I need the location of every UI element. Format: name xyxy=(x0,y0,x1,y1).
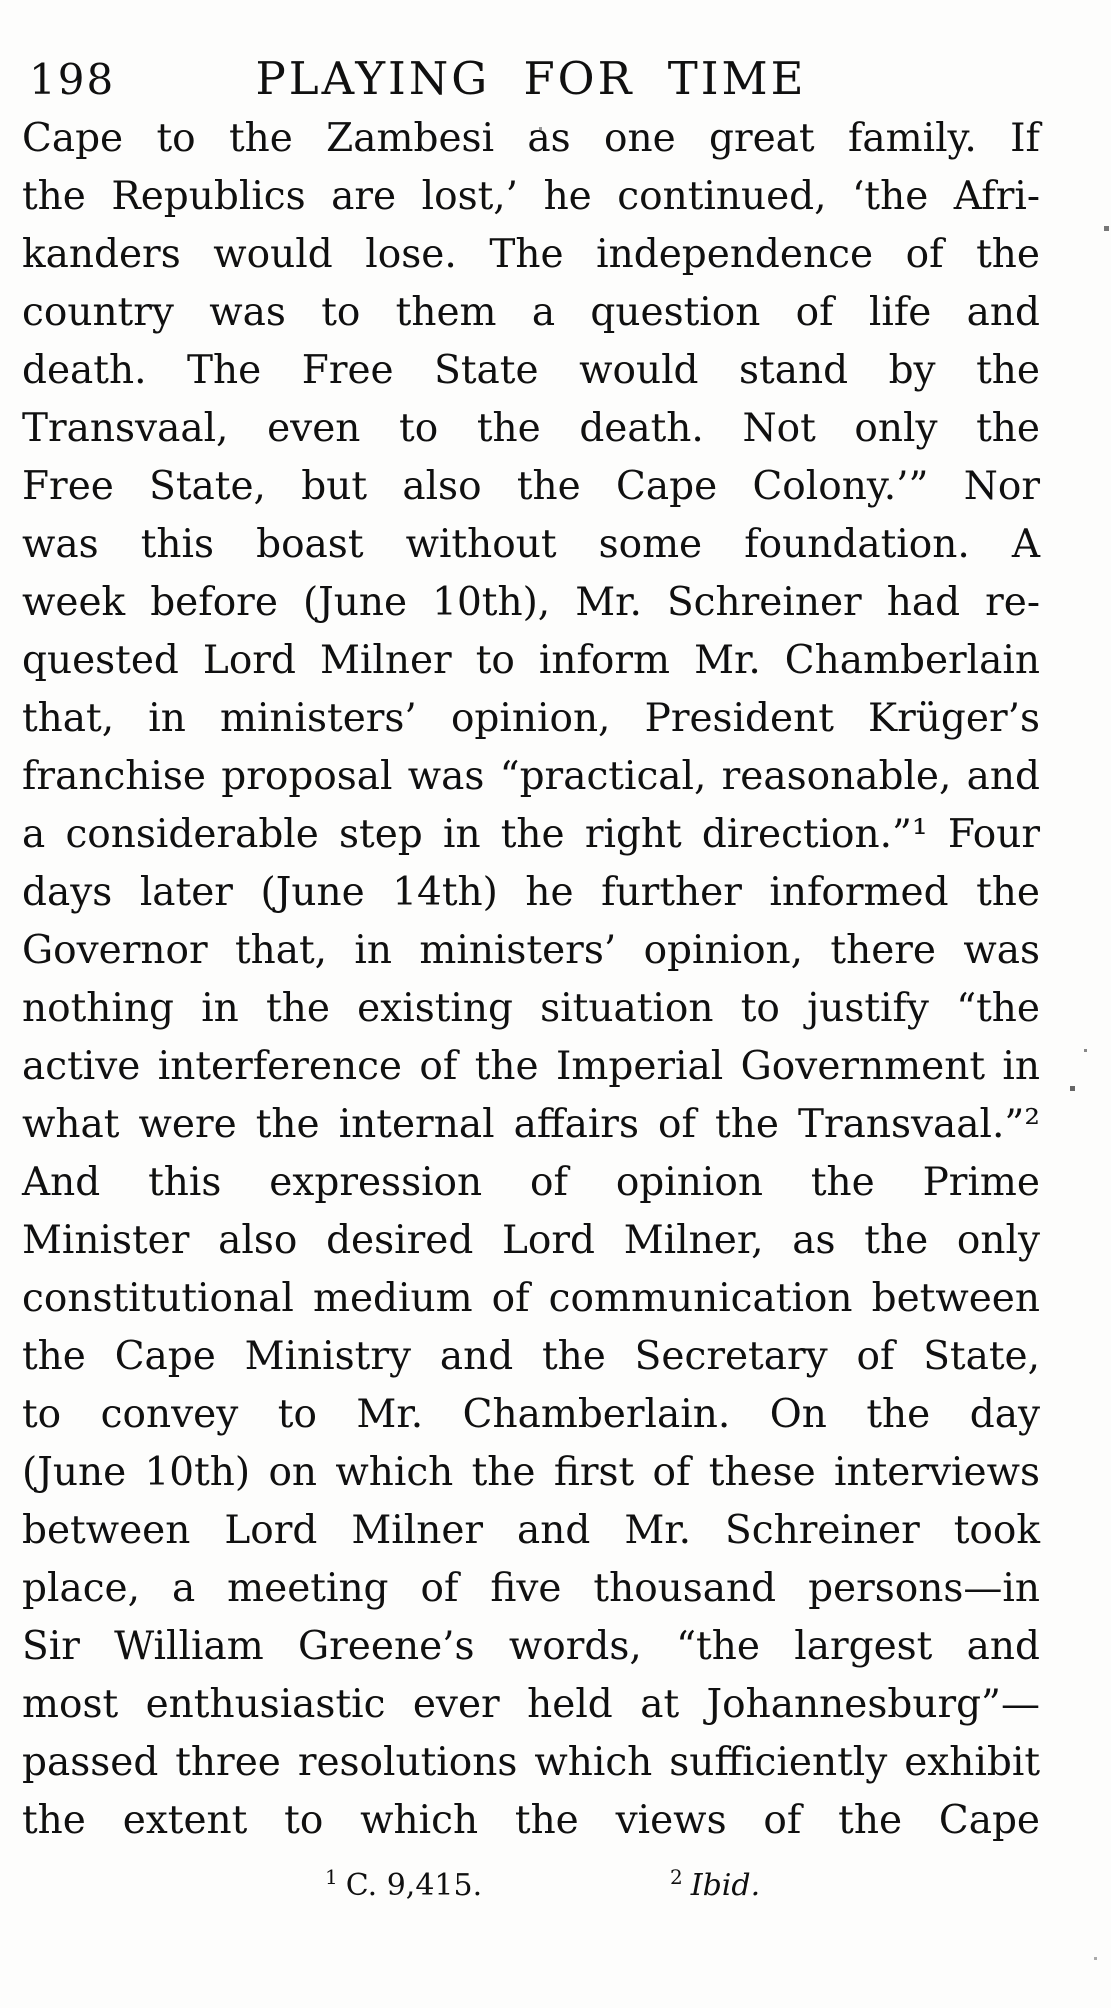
page-header xyxy=(22,52,1040,105)
text-line: week before (June 10th), Mr. Schreiner had re- xyxy=(22,580,1040,625)
text-line: was this boast without some foundation. A xyxy=(22,522,1040,567)
text-line: the extent to which the views of the Cape xyxy=(22,1798,1040,1843)
text-line: the Republics are lost,’ he continued, ‘the Afri- xyxy=(22,174,1040,219)
text-line: Cape to the Zambesi as one great family. If xyxy=(22,116,1040,161)
text-block xyxy=(22,110,1040,1850)
text-line: country was to them a question of life and xyxy=(22,290,1040,335)
footnotes xyxy=(0,1865,1111,1916)
scan-artifacts xyxy=(0,0,1,1)
text-line: Transvaal, even to the death. Not only the xyxy=(22,406,1040,451)
text-line: what were the internal affairs of the Transvaal.”² xyxy=(22,1102,1040,1147)
text-line: the Cape Ministry and the Secretary of State, xyxy=(22,1334,1040,1379)
footnote-1-marker: 1 xyxy=(325,1865,338,1889)
text-line: most enthusiastic ever held at Johannesburg”— xyxy=(22,1682,1040,1727)
text-line: Free State, but also the Cape Colony.’” Nor xyxy=(22,464,1040,509)
text-line: death. The Free State would stand by the xyxy=(22,348,1040,393)
footnote-2-text: Ibid. xyxy=(690,1868,761,1903)
text-line: place, a meeting of five thousand persons—in xyxy=(22,1566,1040,1611)
text-line: Governor that, in ministers’ opinion, there was xyxy=(22,928,1040,973)
text-line: constitutional medium of communication between xyxy=(22,1276,1040,1321)
text-line: kanders would lose. The independence of the xyxy=(22,232,1040,277)
page-title: PLAYING FOR TIME xyxy=(255,52,807,105)
text-line: that, in ministers’ opinion, President Krüger’s xyxy=(22,696,1040,741)
text-line: a considerable step in the right direction.”¹ Four xyxy=(22,812,1040,857)
text-line: (June 10th) on which the first of these interviews xyxy=(22,1450,1040,1495)
text-line: passed three resolutions which sufficiently exhibit xyxy=(22,1740,1040,1785)
footnote-2-marker: 2 xyxy=(670,1865,683,1889)
footnote-1-text: C. 9,415. xyxy=(345,1868,483,1903)
text-line: Sir William Greene’s words, “the largest and xyxy=(22,1624,1040,1669)
text-line: nothing in the existing situation to justify “the xyxy=(22,986,1040,1031)
text-line: quested Lord Milner to inform Mr. Chamberlain xyxy=(22,638,1040,683)
text-line: And this expression of opinion the Prime xyxy=(22,1160,1040,1205)
page-number: 198 xyxy=(29,55,116,104)
text-line: between Lord Milner and Mr. Schreiner took xyxy=(22,1508,1040,1553)
text-line: active interference of the Imperial Government in xyxy=(22,1044,1040,1089)
text-line: days later (June 14th) he further informed the xyxy=(22,870,1040,915)
text-line: Minister also desired Lord Milner, as the only xyxy=(22,1218,1040,1263)
footnote-2 xyxy=(670,1865,761,1903)
footnote-1 xyxy=(325,1865,483,1903)
text-line: to convey to Mr. Chamberlain. On the day xyxy=(22,1392,1040,1437)
text-line: franchise proposal was “practical, reasonable, and xyxy=(22,754,1040,799)
